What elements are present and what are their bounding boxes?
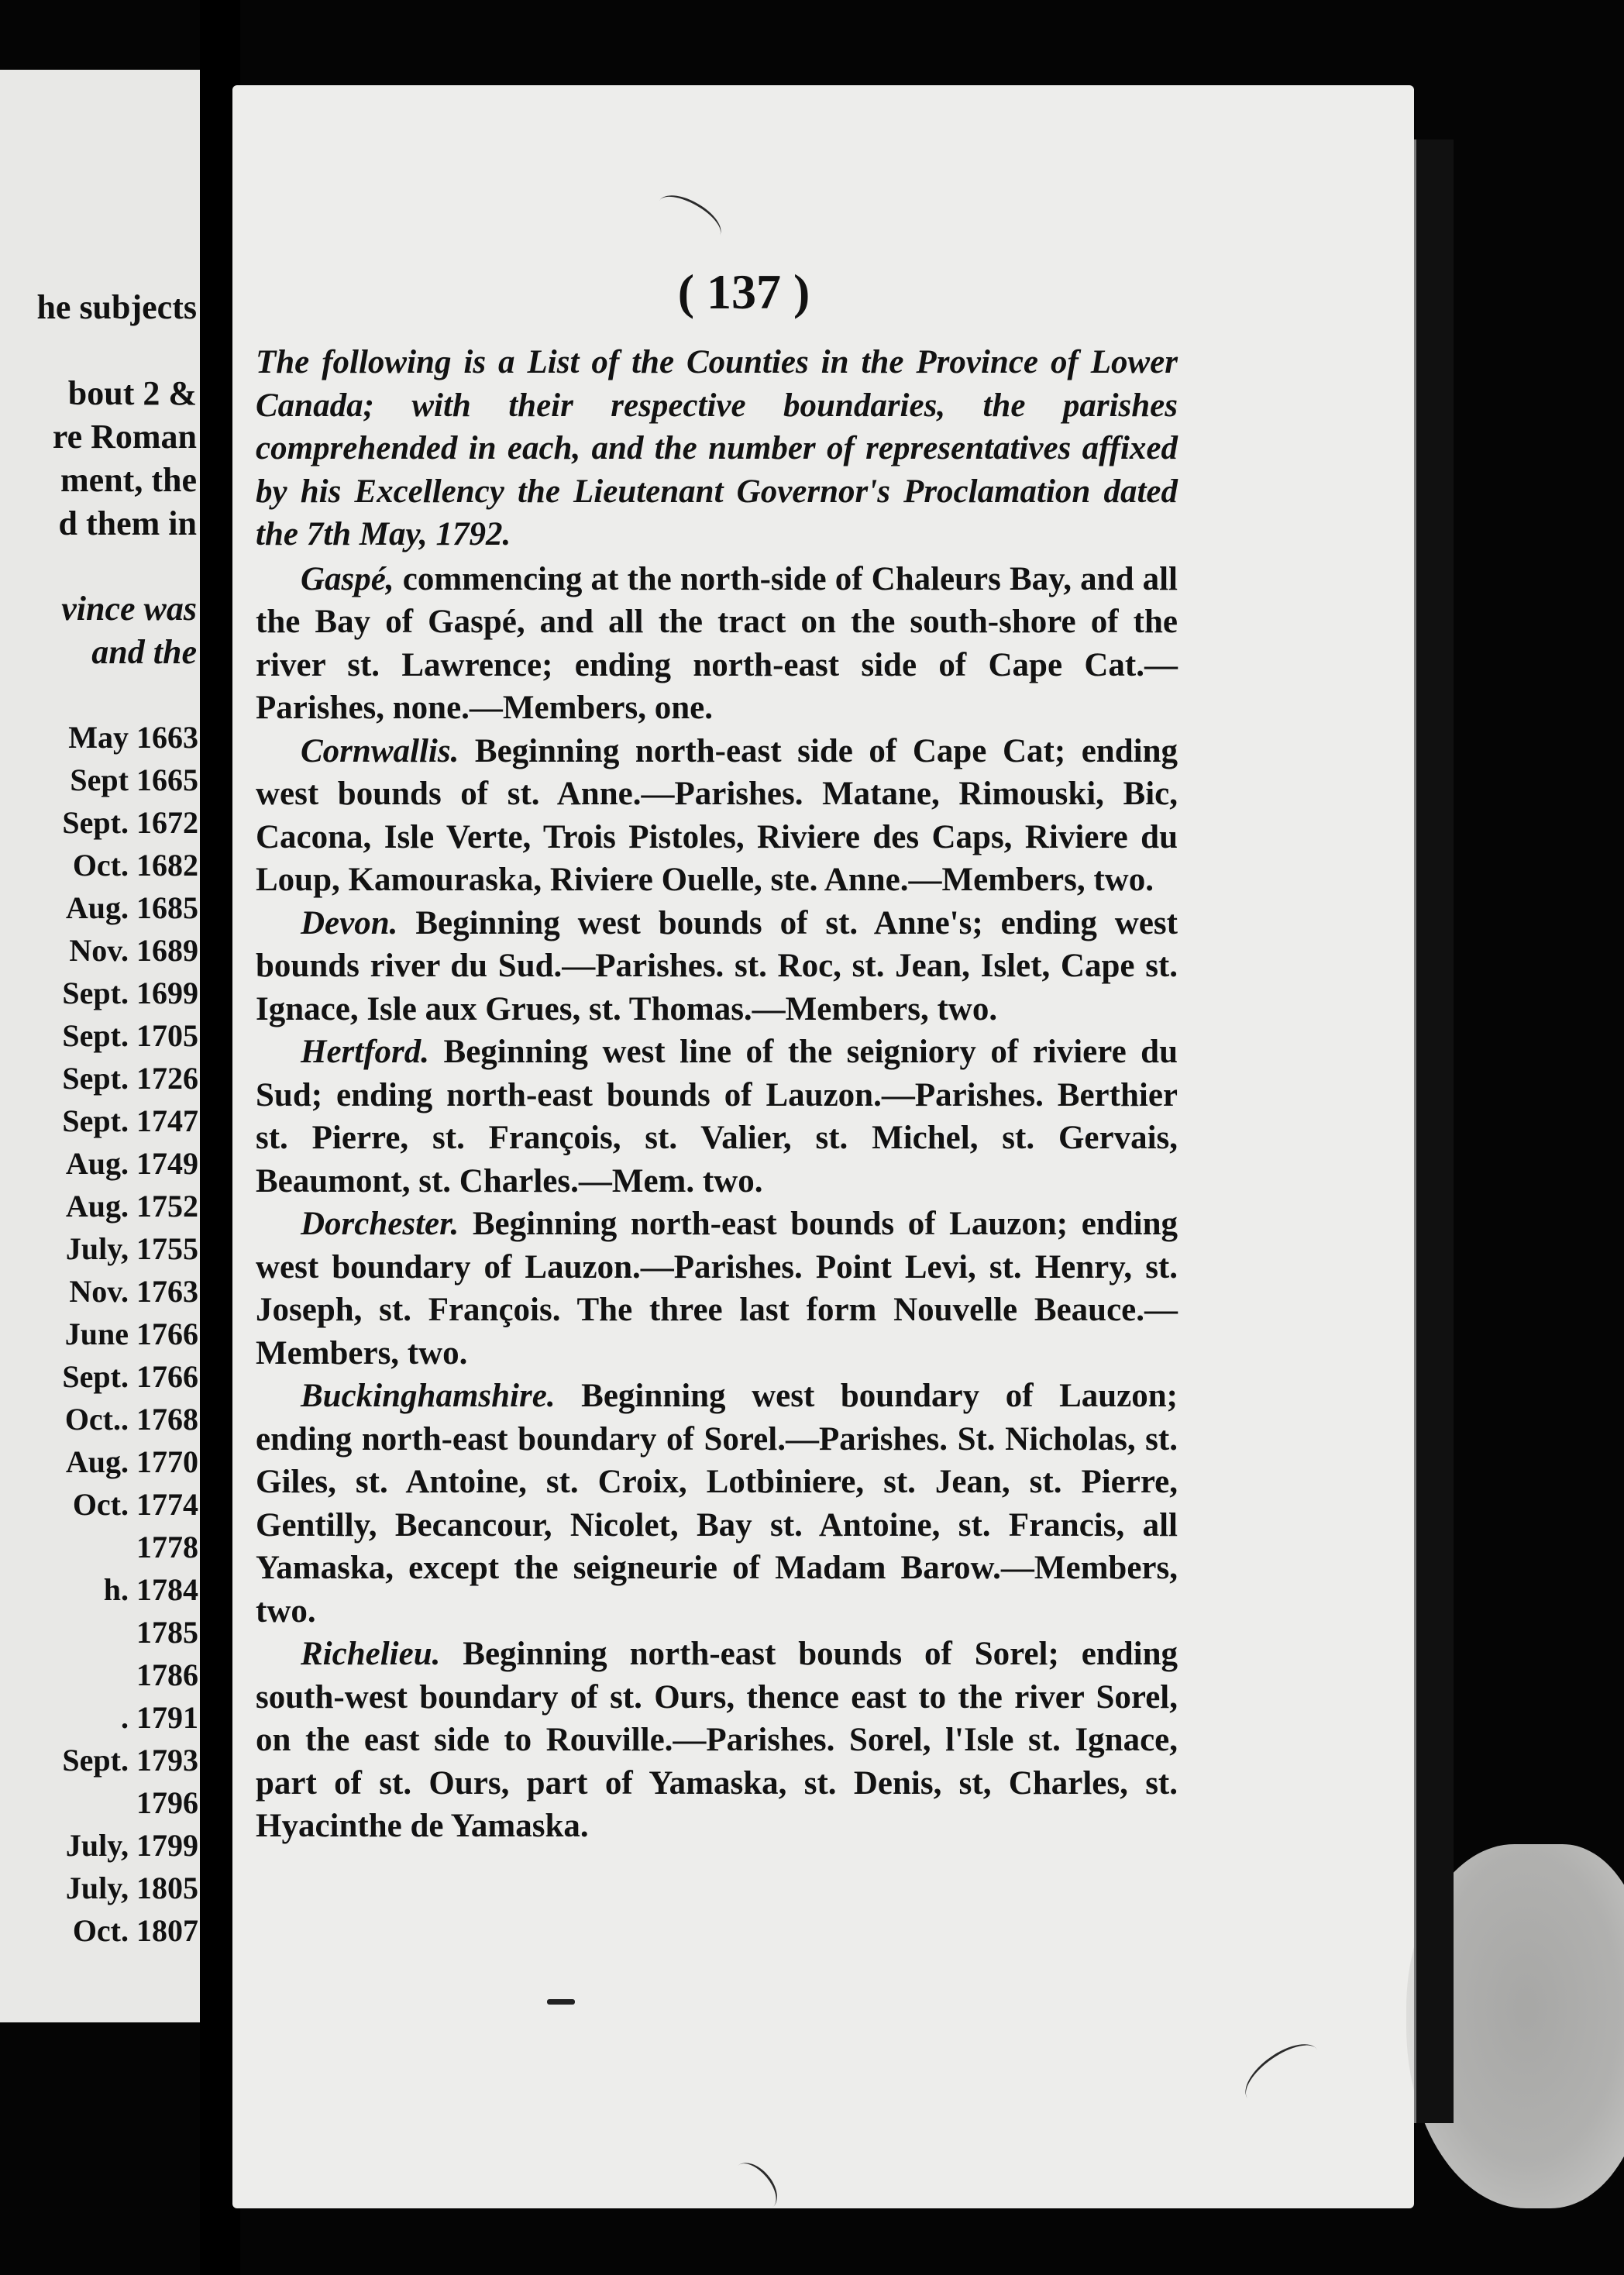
left-text-fragment: bout 2 & xyxy=(67,374,197,412)
page-number: ( 137 ) xyxy=(677,264,810,319)
scratch-mark xyxy=(725,2155,786,2218)
left-date-entry: h. 1784 xyxy=(103,1572,198,1607)
left-date-entry: Aug. 1770 xyxy=(65,1444,198,1479)
left-date-entry: Nov. 1689 xyxy=(69,933,198,968)
county-name: Richelieu. xyxy=(301,1636,441,1672)
left-date-entry: 1796 xyxy=(136,1785,198,1820)
county-name: Cornwallis. xyxy=(301,732,459,769)
left-date-entry: Oct. 1682 xyxy=(72,848,198,883)
left-date-entry: . 1791 xyxy=(121,1700,198,1735)
left-page-fragment xyxy=(0,70,200,2022)
left-text-fragment: and the xyxy=(91,633,197,671)
left-date-entry: July, 1755 xyxy=(65,1231,198,1266)
left-date-entry: 1785 xyxy=(136,1615,198,1650)
county-name: Buckinghamshire. xyxy=(301,1378,556,1414)
left-date-entry: Nov. 1763 xyxy=(69,1274,198,1309)
county-description: Beginning north-east side of Cape Cat; ending west bounds of st. Anne.—Parishes. Matane, Rimouski, Bic, Cacona, Isle Verte, Trois Pistoles, Riviere des Caps, Riviere du Loup, Kamouraska, Riviere Ouelle, ste. Anne.—Members, two. xyxy=(256,732,1178,898)
left-date-entry: Aug. 1685 xyxy=(65,890,198,925)
left-date-entry: May 1663 xyxy=(68,720,198,755)
left-date-entry: Aug. 1752 xyxy=(65,1189,198,1224)
left-date-entry: Sept. 1699 xyxy=(62,976,198,1010)
left-date-entry: Sept. 1726 xyxy=(62,1061,198,1096)
page-edge xyxy=(1414,139,1454,2123)
left-date-entry: 1786 xyxy=(136,1657,198,1692)
county-name: Devon. xyxy=(301,904,398,941)
left-text-fragment: vince was xyxy=(61,590,197,628)
scratch-mark xyxy=(1236,2032,1330,2115)
left-date-entry: Sept. 1793 xyxy=(62,1743,198,1778)
left-text-fragment: he subjects xyxy=(36,288,197,326)
intro-paragraph: The following is a List of the Counties in the Province of Lower Canada; with their respective boundaries, the parishes comprehended in each, and the number of representatives affixed by his Excellency the Lieutenant Governor's Proclamation dated the 7th May, 1792. xyxy=(256,344,1178,552)
left-date-entry: Oct.. 1768 xyxy=(64,1402,198,1437)
left-text-fragment: re Roman xyxy=(52,418,197,456)
left-date-entry: 1778 xyxy=(136,1530,198,1564)
county-entry-richelieu xyxy=(256,1633,1178,1848)
page-body xyxy=(256,341,1178,1848)
closing-ornament xyxy=(547,1999,575,2005)
left-date-entry: Sept. 1747 xyxy=(62,1103,198,1138)
county-description: commencing at the north-side of Chaleurs Bay, and all the Bay of Gaspé, and all the tract on the south-shore of the river st. Lawrence; ending north-east side of Cape Cat.—Parishes, none.—Members, one. xyxy=(256,560,1178,726)
left-date-entry: Sept 1665 xyxy=(70,762,198,797)
left-date-entry: Sept. 1705 xyxy=(62,1018,198,1053)
county-name: Dorchester. xyxy=(301,1206,459,1242)
left-date-entry: Oct. 1807 xyxy=(72,1913,198,1948)
county-description: Beginning north-east bounds of Sorel; ending south-west boundary of st. Ours, thence east to the river Sorel, on the east side to Rouville.—Parishes. Sorel, l'Isle st. Ignace, part of st. Ours, part of Yamaska, st. Denis, st, Charles, st. Hyacinthe de Yamaska. xyxy=(256,1636,1178,1844)
county-description: Beginning north-east bounds of Lauzon; ending west boundary of Lauzon.—Parishes. Point Levi, st. Henry, st. Joseph, st. François. The three last form Nouvelle Beauce.—Members, two. xyxy=(256,1206,1178,1372)
county-name: Gaspé, xyxy=(301,560,394,597)
left-date-entry: June 1766 xyxy=(64,1316,198,1351)
county-entry-hertford xyxy=(256,1031,1178,1203)
scratch-mark xyxy=(651,186,728,250)
county-entry-buckinghamshire xyxy=(256,1375,1178,1633)
county-entry-dorchester xyxy=(256,1203,1178,1375)
county-entry-gaspe xyxy=(256,558,1178,730)
county-entry-devon xyxy=(256,902,1178,1031)
left-date-entry: Oct. 1774 xyxy=(72,1487,198,1522)
left-text-fragment: d them in xyxy=(58,504,197,542)
left-date-entry: Sept. 1766 xyxy=(62,1359,198,1394)
left-date-entry: Sept. 1672 xyxy=(62,805,198,840)
county-description: Beginning west line of the seigniory of riviere du Sud; ending north-east bounds of Lauzon.—Parishes. Berthier st. Pierre, st. François, st. Valier, st. Michel, st. Gervais, Beaumont, st. Charles.—Mem. two. xyxy=(256,1034,1178,1199)
left-date-entry: July, 1799 xyxy=(65,1828,198,1863)
left-date-entry: Aug. 1749 xyxy=(65,1146,198,1181)
county-description: Beginning west boundary of Lauzon; ending north-east boundary of Sorel.—Parishes. St. Nicholas, st. Giles, st. Antoine, st. Croix, Lotbiniere, st. Jean, st. Pierre, Gentilly, Becancour, Nicolet, Bay st. Antoine, st. Francis, all Yamaska, except the seigneurie of Madam Barow.—Members, two. xyxy=(256,1378,1178,1630)
left-date-entry: July, 1805 xyxy=(65,1871,198,1905)
county-description: Beginning west bounds of st. Anne's; ending west bounds river du Sud.—Parishes. st. Roc, st. Jean, Islet, Cape st. Ignace, Isle aux Grues, st. Thomas.—Members, two. xyxy=(256,904,1178,1027)
county-entry-cornwallis xyxy=(256,730,1178,902)
left-text-fragment: ment, the xyxy=(60,461,197,499)
county-name: Hertford. xyxy=(301,1034,430,1070)
